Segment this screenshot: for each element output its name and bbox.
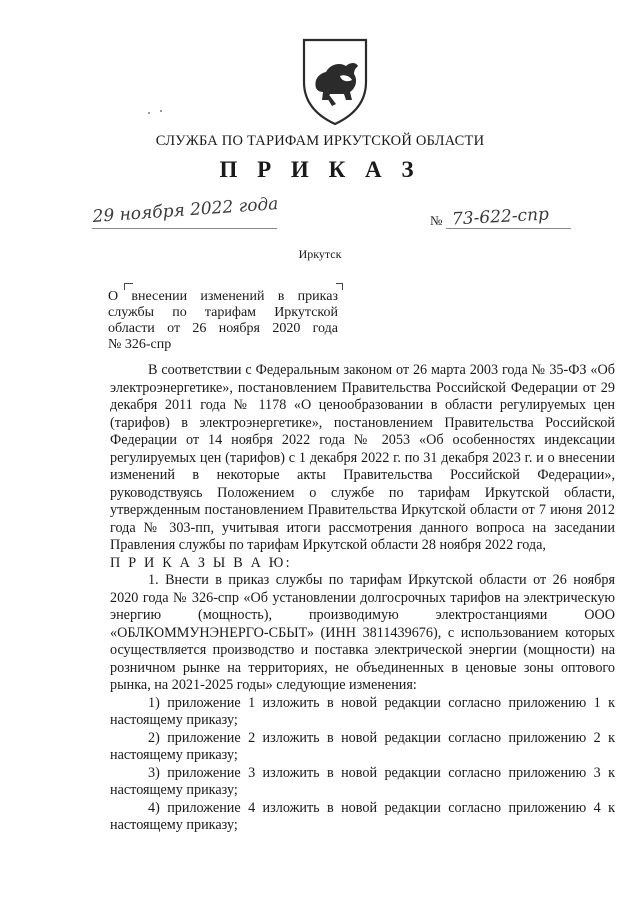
subitem-2: 2) приложение 2 изложить в новой редакции согласно приложению 2 к настоящему приказу; xyxy=(110,729,615,763)
subitem-4: 4) приложение 4 изложить в новой редакции согласно приложению 4 к настоящему приказу; xyxy=(110,799,615,833)
subitem-1: 1) приложение 1 изложить в новой редакции согласно приложению 1 к настоящему приказу; xyxy=(110,694,615,728)
subject-line: области от 26 ноября 2020 года xyxy=(108,321,338,336)
agency-name: СЛУЖБА ПО ТАРИФАМ ИРКУТСКОЙ ОБЛАСТИ xyxy=(155,133,485,149)
number-underline xyxy=(446,228,571,229)
handwritten-number: 73-622-спр xyxy=(451,204,550,230)
number-sign: № xyxy=(430,213,443,228)
coat-of-arms-icon xyxy=(296,34,374,126)
subitem-3: 3) приложение 3 изложить в новой редакции согласно приложению 3 к настоящему приказу; xyxy=(110,764,615,798)
city-name: Иркутск xyxy=(298,247,342,261)
item-1-paragraph: 1. Внести в приказ службы по тарифам Иркутской области от 26 ноября 2020 года № 326-спр «Об установлении долгосрочных тарифов на электрическую энергию (мощность), производимую электростанциями ООО «ОБЛКОММУНЭНЕРГО-СБЫТ» (ИНН 3811439676), с использованием которых осуществляется производство и поставка электрической энергии (мощности) на розничном рынке на территориях, не объединенных в ценовые зоны оптового рынка, на 2021-2025 годы» следующие изменения: xyxy=(110,572,615,693)
scan-speck xyxy=(160,110,162,112)
document-type: П Р И К А З xyxy=(219,157,421,182)
order-word: П Р И К А З Ы В А Ю: xyxy=(110,554,292,571)
handwritten-date: 29 ноября 2022 года xyxy=(92,194,279,227)
scan-speck xyxy=(148,112,150,114)
subject-line: службы по тарифам Иркутской xyxy=(108,305,338,320)
subject-line: О внесении изменений в приказ xyxy=(108,289,338,304)
subject-line: № 326-спр xyxy=(108,337,172,352)
date-underline xyxy=(92,228,277,229)
preamble-paragraph: В соответствии с Федеральным законом от 26 марта 2003 года № 35-ФЗ «Об электроэнергетике», постановлением Правительства Российской Федерации от 29 декабря 2011 года № 1178 «О ценообразовании в области регулируемых цен (тарифов) в электроэнергетике», постановлением Правительства Российской Федерации от 14 ноября 2022 года № 2053 «Об особенностях индексации регулируемых цен (тарифов) с 1 декабря 2022 г. по 31 декабря 2023 г. и о внесении изменений в некоторые акты Правительства Российской Федерации», руководствуясь Положением о службе по тарифам Иркутской области, утвержденным постановлением Правительства Иркутской области от 7 июня 2012 года № 303-пп, учитывая итоги рассмотрения данного вопроса на заседании Правления службы по тарифам Иркутской области 28 ноября 2022 года, xyxy=(110,362,615,553)
document-subject xyxy=(108,289,338,353)
document-body xyxy=(110,362,615,835)
